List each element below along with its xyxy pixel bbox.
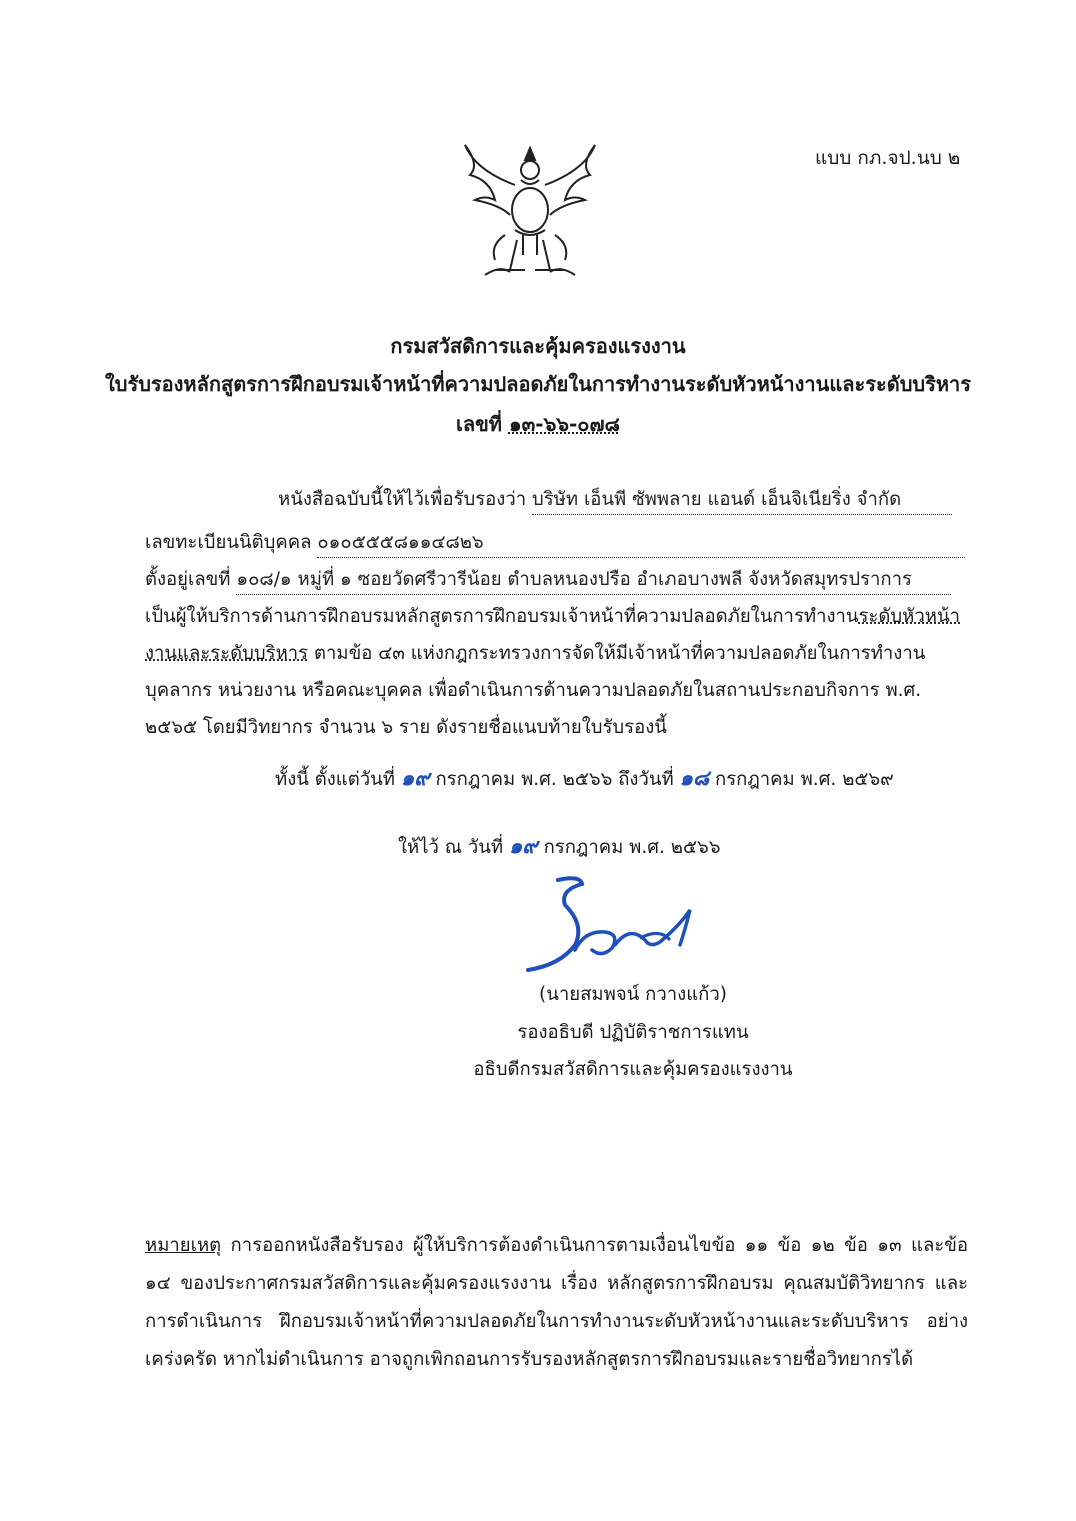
certify-line bbox=[278, 485, 968, 515]
address-value: ๑๐๘/๑ หมู่ที่ ๑ ซอยวัดศรีวารีน้อย ตำบลหนองปรือ อำเภอบางพลี จังหวัดสมุทรปราการ bbox=[236, 569, 912, 590]
garuda-emblem-icon bbox=[455, 140, 605, 285]
signatory-name: (นายสมพจน์ กวางแก้ว) bbox=[539, 984, 727, 1005]
remark-text: การออกหนังสือรับรอง ผู้ให้บริการต้องดำเนินการตามเงื่อนไขข้อ ๑๑ ข้อ ๑๒ ข้อ ๑๓ และข้อ ๑๔ ของประกาศกรมสวัสดิการและคุ้มครองแรงงาน เรื่อง หลักสูตรการฝึกอบรม คุณสมบัติวิทยากร และการดำเนินการ ฝึกอบรมเจ้าหน้าที่ความปลอดภัยในการทำงานระดับหัวหน้างานและระดับบริหาร อย่างเคร่งครัด หากไม่ดำเนินการ อาจถูกเพิกถอนการรับรองหลักสูตรการฝึกอบรมและรายชื่อวิทยากรได้ bbox=[145, 1235, 968, 1370]
period-prefix: ทั้งนี้ ตั้งแต่วันที่ bbox=[275, 769, 395, 790]
registration-number: ๐๑๐๕๕๕๘๑๑๔๘๒๖ bbox=[317, 532, 484, 553]
period-end-day: ๑๘ bbox=[679, 765, 710, 790]
body-paragraph bbox=[145, 598, 968, 746]
certificate-number bbox=[0, 408, 1076, 440]
period-start-day: ๑๙ bbox=[400, 765, 430, 790]
signatory-position-2: อธิบดีกรมสวัสดิการและคุ้มครองแรงงาน bbox=[473, 1059, 793, 1080]
signatory-position-1: รองอธิบดี ปฏิบัติราชการแทน bbox=[517, 1022, 749, 1043]
body-text-b: ตามข้อ ๔๓ แห่งกฎกระทรวงการจัดให้มีเจ้าหน้าที่ความปลอดภัยในการทำงาน บุคลากร หน่วยงาน หรือคณะบุคคล เพื่อดำเนินการด้านความปลอดภัยในสถานประกอบกิจการ พ.ศ. ๒๕๖๕ โดยมีวิทยากร จำนวน ๖ ราย ดังรายชื่อแนบท้ายใบรับรองนี้ bbox=[145, 643, 926, 738]
company-name: บริษัท เอ็นพี ซัพพลาย แอนด์ เอ็นจิเนียริ่ง จำกัด bbox=[532, 489, 902, 510]
certify-label: หนังสือฉบับนี้ให้ไว้เพื่อรับรองว่า bbox=[278, 489, 527, 510]
body-text-a: เป็นผู้ให้บริการด้านการฝึกอบรมหลักสูตรการฝึกอบรมเจ้าหน้าที่ความปลอดภัยในการทำงาน bbox=[145, 606, 859, 627]
given-day: ๑๙ bbox=[508, 833, 538, 858]
validity-period bbox=[275, 762, 894, 795]
given-prefix: ให้ไว้ ณ วันที่ bbox=[398, 837, 504, 858]
registration-label: เลขทะเบียนนิติบุคคล bbox=[145, 532, 312, 553]
registration-line bbox=[145, 528, 968, 558]
remark-label: หมายเหตุ bbox=[145, 1235, 222, 1256]
number-label: เลขที่ bbox=[456, 412, 502, 436]
address-label: ตั้งอยู่เลขที่ bbox=[145, 569, 231, 590]
number-value: ๑๓-๖๖-๐๗๘ bbox=[508, 412, 620, 436]
signature-icon bbox=[520, 870, 720, 975]
certificate-title: ใบรับรองหลักสูตรการฝึกอบรมเจ้าหน้าที่ความปลอดภัยในการทำงานระดับหัวหน้างานและระดับบริหาร bbox=[105, 372, 971, 396]
period-end-rest: กรกฎาคม พ.ศ. ๒๕๖๙ bbox=[715, 769, 894, 790]
department-title: กรมสวัสดิการและคุ้มครองแรงงาน bbox=[390, 334, 686, 358]
period-start-rest: กรกฎาคม พ.ศ. ๒๕๖๖ ถึงวันที่ bbox=[435, 769, 674, 790]
remark-note bbox=[145, 1227, 968, 1379]
given-rest: กรกฎาคม พ.ศ. ๒๕๖๖ bbox=[543, 837, 721, 858]
address-line bbox=[145, 565, 968, 595]
form-code: แบบ กภ.จป.นบ ๒ bbox=[815, 147, 961, 169]
body-level: ระดับหัวหน้างานและระดับบริหาร bbox=[145, 606, 960, 664]
issue-date bbox=[398, 830, 720, 863]
